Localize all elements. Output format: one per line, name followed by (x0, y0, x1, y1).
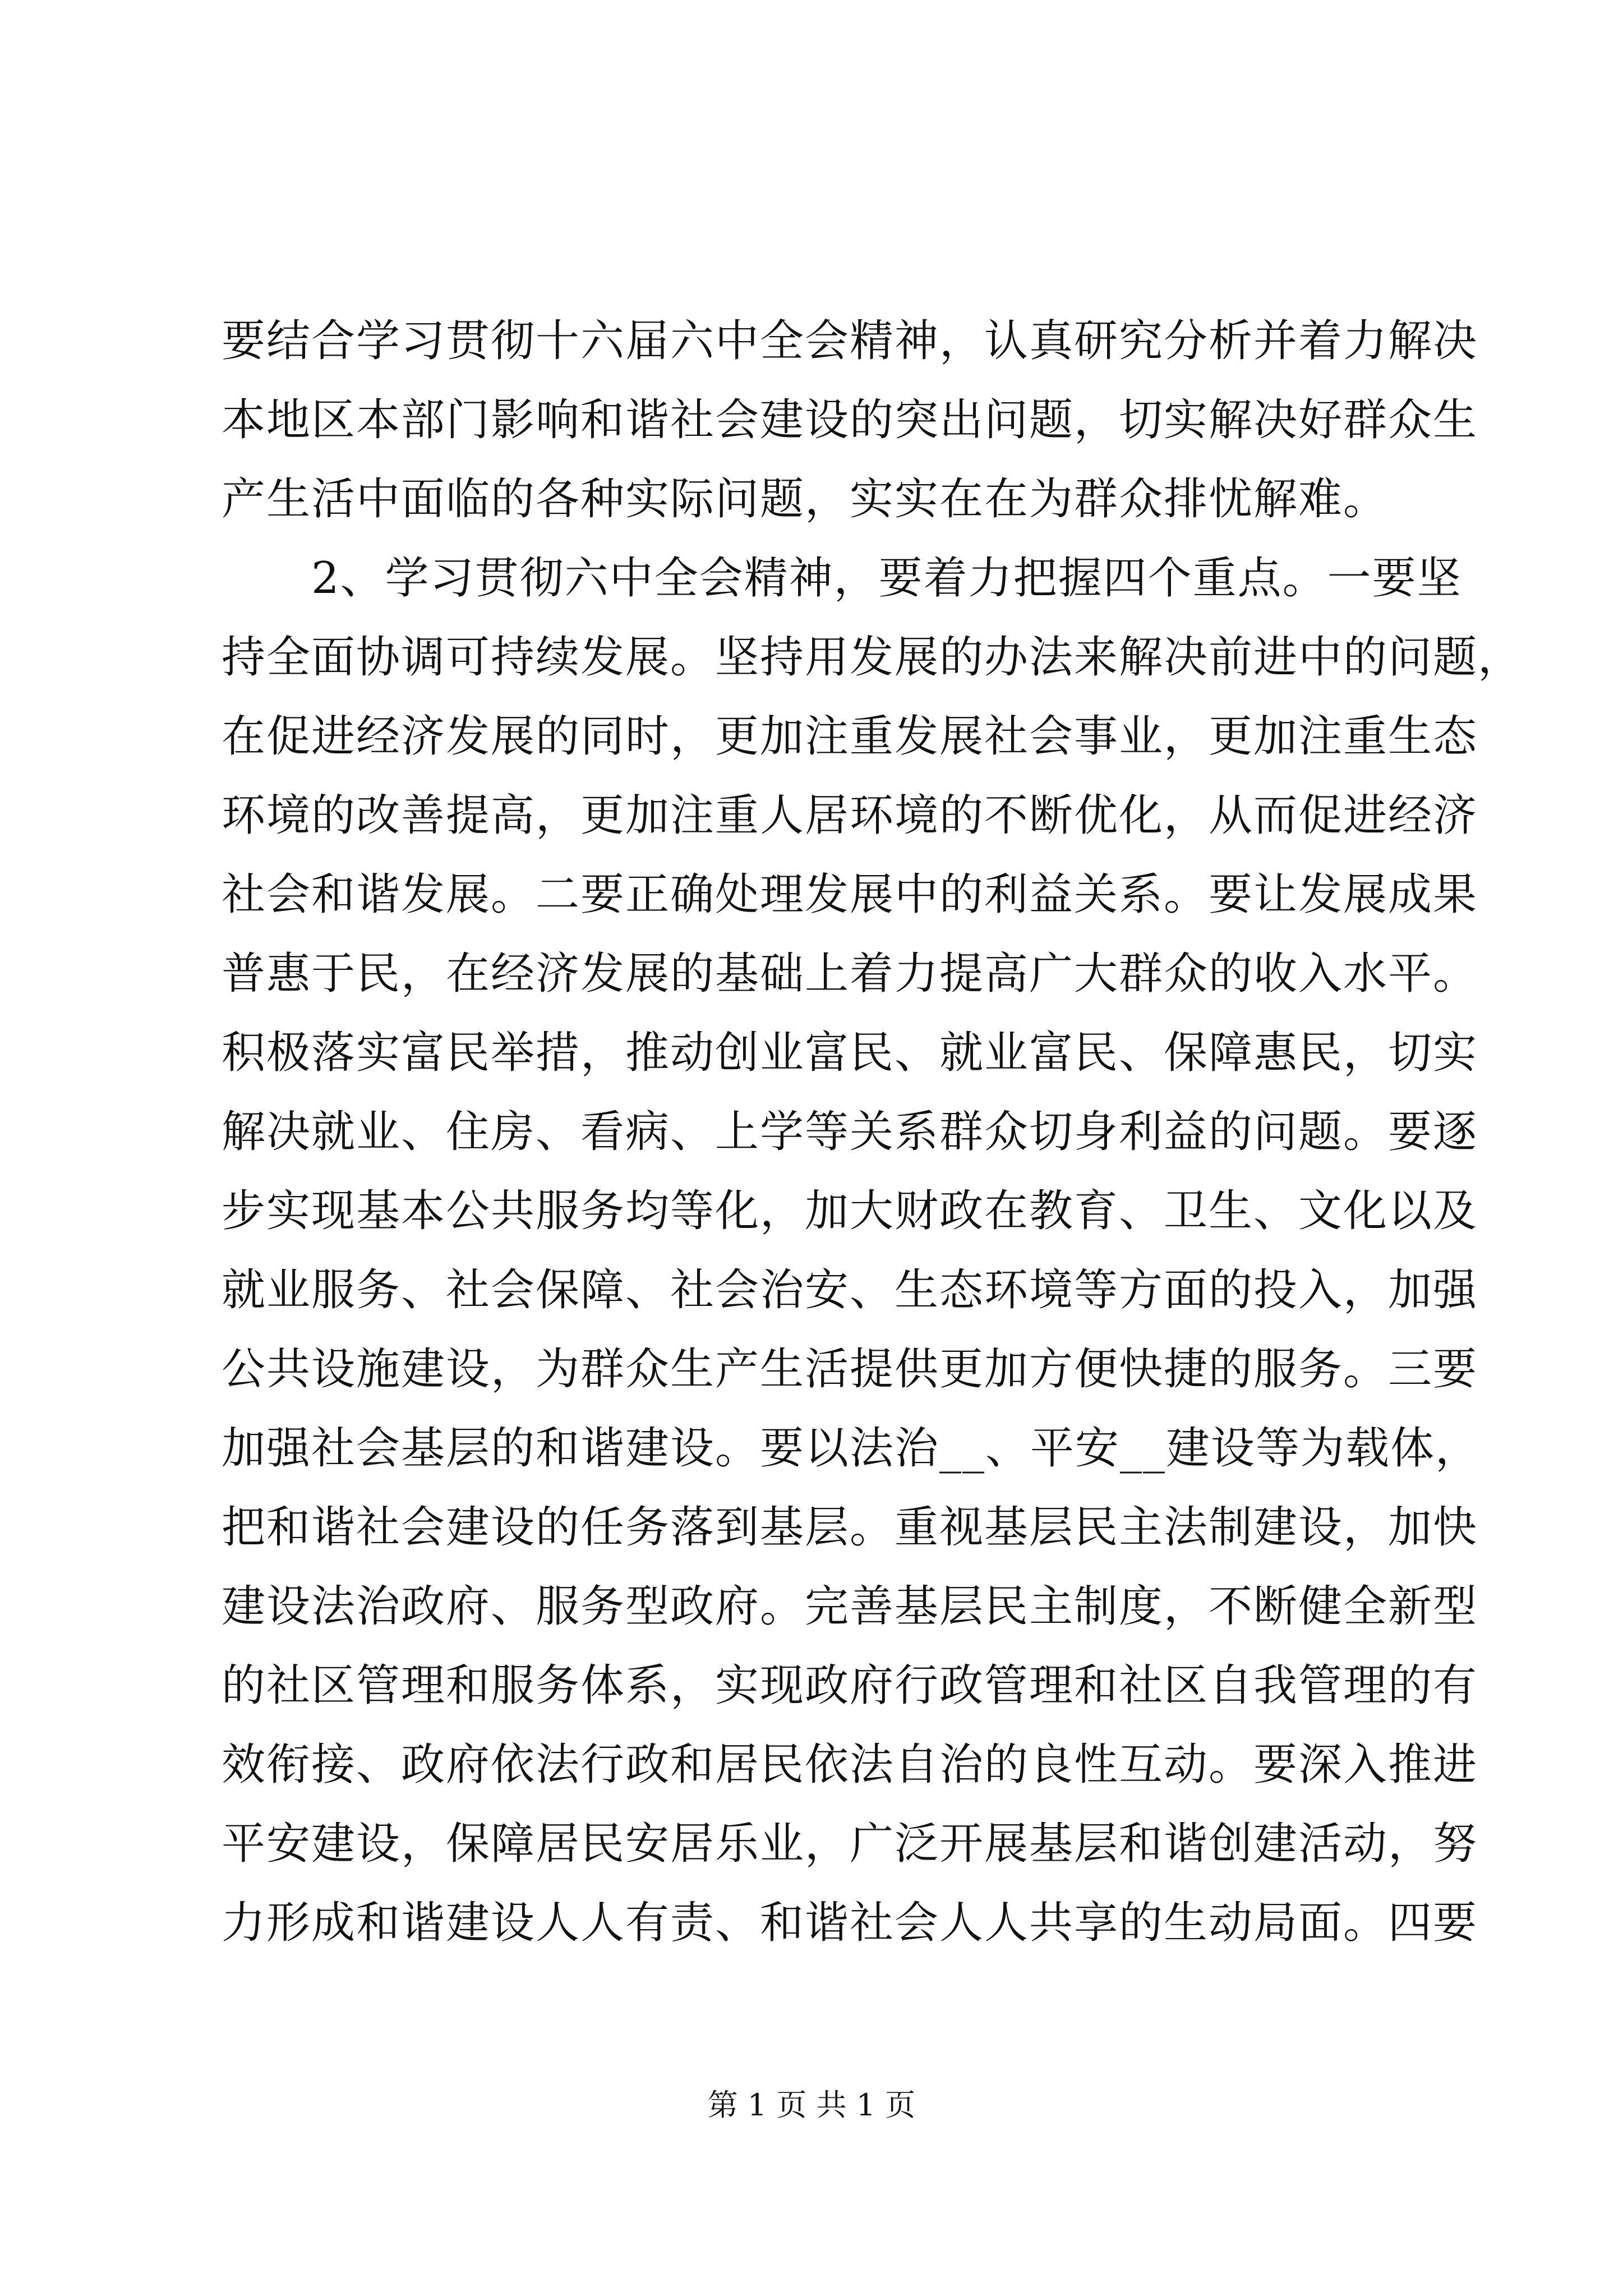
text-line-1: 要结合学习贯彻十六届六中全会精神，认真研究分析并着力解决 (222, 316, 1478, 366)
text-line-13: 就业服务、社会保障、社会治安、生态环境等方面的投入，加强 (222, 1265, 1478, 1315)
text-line-15: 加强社会基层的和谐建设。要以法治__、平安__建设等为载体， (222, 1423, 1481, 1474)
text-line-8: 社会和谐发展。二要正确处理发展中的利益关系。要让发展成果 (222, 869, 1478, 920)
text-line-21: 力形成和谐建设人人有责、和谐社会人人共享的生动局面。四要 (222, 1898, 1478, 1948)
text-line-7: 环境的改善提高，更加注重人居环境的不断优化，从而促进经济 (222, 790, 1478, 841)
text-line-2: 本地区本部门影响和谐社会建设的突出问题，切实解决好群众生 (222, 395, 1478, 445)
text-line-4: 2、学习贯彻六中全会精神，要着力把握四个重点。一要坚 (222, 553, 1462, 604)
text-line-3: 产生活中面临的各种实际问题，实实在在为群众排忧解难。 (222, 474, 1389, 524)
text-line-10: 积极落实富民举措，推动创业富民、就业富民、保障惠民，切实 (222, 1028, 1478, 1078)
text-line-19: 效衔接、政府依法行政和居民依法自治的良性互动。要深入推进 (222, 1740, 1478, 1790)
text-line-18: 的社区管理和服务体系，实现政府行政管理和社区自我管理的有 (222, 1660, 1478, 1711)
text-line-9: 普惠于民，在经济发展的基础上着力提高广大群众的收入水平。 (222, 949, 1478, 999)
body-text (222, 302, 1523, 1963)
text-line-20: 平安建设，保障居民安居乐业，广泛开展基层和谐创建活动，努 (222, 1819, 1478, 1869)
page-number-footer: 第 1 页 共 1 页 (707, 2087, 916, 2123)
text-line-17: 建设法治政府、服务型政府。完善基层民主制度，不断健全新型 (222, 1581, 1478, 1632)
text-line-5: 持全面协调可持续发展。坚持用发展的办法来解决前进中的问题， (222, 632, 1523, 683)
text-line-11: 解决就业、住房、看病、上学等关系群众切身利益的问题。要逐 (222, 1107, 1478, 1157)
text-line-14: 公共设施建设，为群众生产生活提供更加方便快捷的服务。三要 (222, 1344, 1478, 1395)
text-line-12: 步实现基本公共服务均等化，加大财政在教育、卫生、文化以及 (222, 1186, 1478, 1236)
text-line-6: 在促进经济发展的同时，更加注重发展社会事业，更加注重生态 (222, 711, 1478, 762)
text-line-16: 把和谐社会建设的任务落到基层。重视基层民主法制建设，加快 (222, 1502, 1478, 1553)
